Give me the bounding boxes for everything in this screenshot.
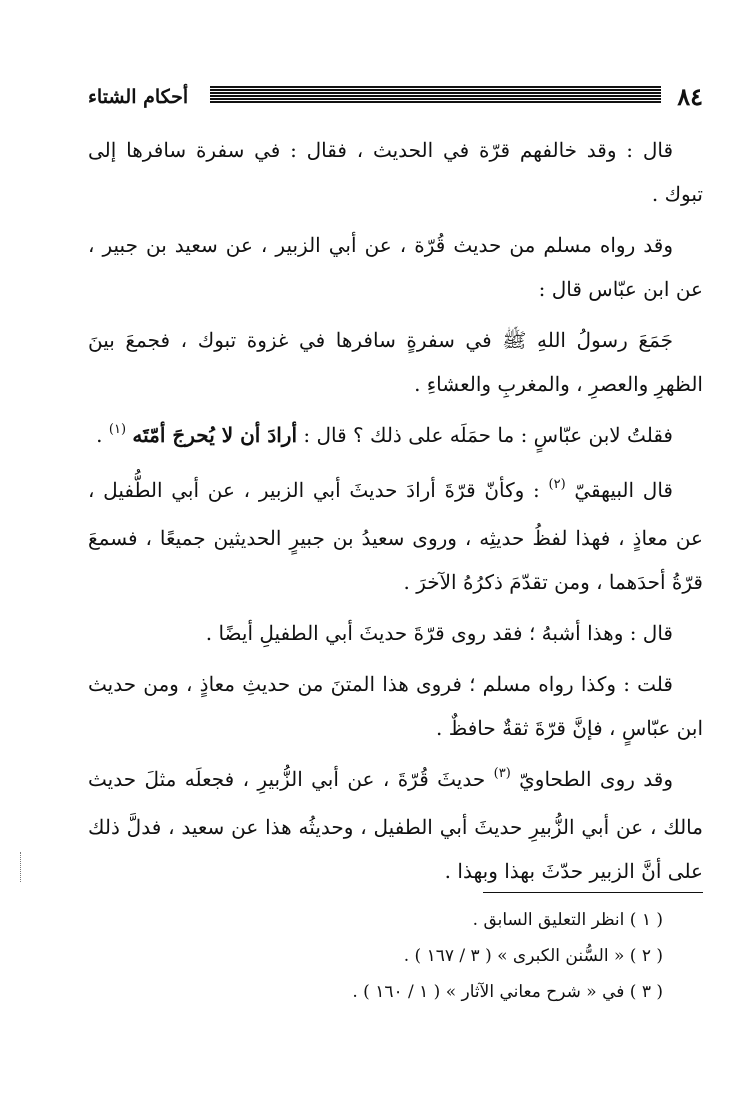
bold-quote: أرادَ أن لا يُحرجَ أمّتَه: [132, 423, 298, 447]
footnote-divider: [483, 892, 703, 893]
paragraph: قال : وهذا أشبهُ ؛ فقد روى قرّةَ حديثَ أبي الطفيلِ أيضًا .: [205, 621, 673, 645]
header-rule: [210, 86, 661, 104]
page-number: ٨٤: [677, 82, 703, 111]
paragraph-text: وقد روى الطحاويّ: [510, 767, 673, 791]
footnote: ( ١ ) انظر التعليق السابق .: [472, 910, 663, 930]
paragraph: وقد رواه مسلم من حديث قُرّة ، عن أبي الزبير ، عن سعيد بن جبير ، عن ابن عبّاس قال :: [88, 233, 703, 301]
footnotes: [88, 902, 663, 1010]
paragraph: [88, 468, 703, 604]
paragraph-text: .: [96, 423, 109, 447]
page-header: [88, 80, 703, 114]
paragraph-text: : وكأنّ قرّةَ أرادَ حديثَ أبي الزبير ، عن أبي الطُّفيل ، عن معاذٍ ، فهذا لفظُ حديثِه ، وروى سعيدُ بن جبيرٍ الحديثين جميعًا ، فسمعَ قرّةُ أحدَهما ، ومن تقدّمَ ذكرُهُ الآخرَ .: [88, 478, 703, 594]
running-title: أحكام الشتاء: [88, 86, 189, 108]
footnote-ref: (٣): [493, 766, 511, 781]
paragraph: قال : وقد خالفهم قرّة في الحديث ، فقال : في سفرة سافرها إلى تبوك .: [88, 138, 703, 206]
paragraph-text: حديثَ قُرّةَ ، عن أبي الزُّبيرِ ، فجعلَه مثلَ حديث مالك ، عن أبي الزُّبيرِ حديثَ أبي الطفيل ، وحديثُه هذا عن سعيد ، فدلَّ ذلك على أنَّ الزبير حدّثَ بهذا وبهذا .: [88, 767, 703, 883]
scan-edge-mark: [20, 852, 23, 882]
page-body: [88, 128, 703, 900]
footnote-ref: (١): [108, 422, 127, 437]
paragraph: جَمَعَ رسولُ اللهِ ﷺ في سفرةٍ سافرها في غزوة تبوك ، فجمعَ بينَ الظهرِ والعصرِ ، والمغربِ والعشاءِ .: [88, 328, 703, 396]
footnote: ( ٢ ) « السُّنن الكبرى » ( ٣ / ١٦٧ ) .: [403, 946, 663, 966]
paragraph-text: قال البيهقيّ: [565, 478, 673, 502]
paragraph: [88, 413, 703, 461]
footnote-ref: (٢): [548, 477, 566, 492]
paragraph: [88, 757, 703, 893]
footnote: ( ٣ ) في « شرح معاني الآثار » ( ١ / ١٦٠ ) .: [352, 982, 663, 1002]
paragraph-text: فقلتُ لابن عبّاسٍ : ما حمَلَه على ذلك ؟ قال :: [297, 423, 673, 447]
paragraph: قلت : وكذا رواه مسلم ؛ فروى هذا المتنَ من حديثِ معاذٍ ، ومن حديث ابن عبّاسٍ ، فإنَّ قرّةَ ثقةٌ حافظٌ .: [88, 672, 703, 740]
